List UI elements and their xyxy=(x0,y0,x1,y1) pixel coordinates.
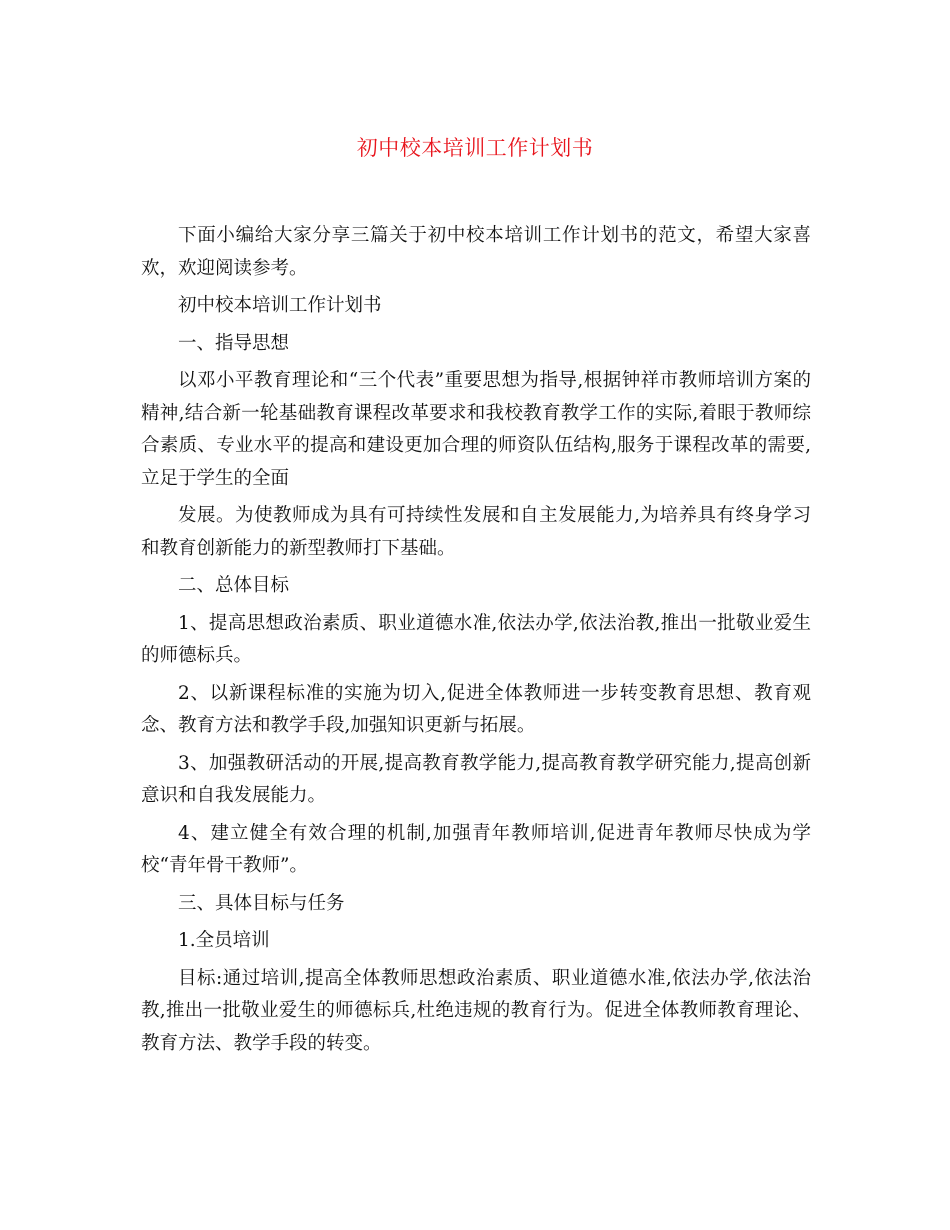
paragraph-goal-1: 1、提高思想政治素质、职业道德水准,依法办学,依法治教,推出一批敬业爱生的师德标兵。 xyxy=(141,612,811,666)
section-heading-specific-goals: 三、具体目标与任务 xyxy=(178,892,345,914)
document-body xyxy=(141,220,811,1065)
paragraph-goal-3: 3、加强教研活动的开展,提高教育教学能力,提高教育教学研究能力,提高创新意识和自我发展能力。 xyxy=(141,752,811,806)
paragraph-goal-2: 2、以新课程标准的实施为切入,促进全体教师进一步转变教育思想、教育观念、教育方法和教学手段,加强知识更新与拓展。 xyxy=(141,682,811,736)
paragraph-guiding-ideology: 以邓小平教育理论和“三个代表”重要思想为指导,根据钟祥市教师培训方案的精神,结合新一轮基础教育课程改革要求和我校教育教学工作的实际,着眼于教师综合素质、专业水平的提高和建设更加合理的师资队伍结构,服务于课程改革的需要,立足于学生的全面 xyxy=(141,370,811,489)
paragraph-goal-4: 4、建立健全有效合理的机制,加强青年教师培训,促进青年教师尽快成为学校“青年骨干教师”。 xyxy=(141,822,811,876)
section-heading-guiding-ideology: 一、指导思想 xyxy=(178,332,290,354)
paragraph-subtitle: 初中校本培训工作计划书 xyxy=(178,295,382,316)
paragraph-intro: 下面小编给大家分享三篇关于初中校本培训工作计划书的范文，希望大家喜欢，欢迎阅读参考。 xyxy=(141,225,811,279)
document-title: 初中校本培训工作计划书 xyxy=(356,136,594,160)
subheading-full-training: 1.全员培训 xyxy=(178,930,270,951)
paragraph-development: 发展。为使教师成为具有可持续性发展和自主发展能力,为培养具有终身学习和教育创新能力的新型教师打下基础。 xyxy=(141,505,811,559)
paragraph-full-training-goal: 目标:通过培训,提高全体教师思想政治素质、职业道德水准,依法办学,依法治教,推出一批敬业爱生的师德标兵,杜绝违规的教育行为。促进全体教师教育理论、教育方法、教学手段的转变。 xyxy=(141,967,811,1054)
section-heading-overall-goals: 二、总体目标 xyxy=(178,575,290,596)
